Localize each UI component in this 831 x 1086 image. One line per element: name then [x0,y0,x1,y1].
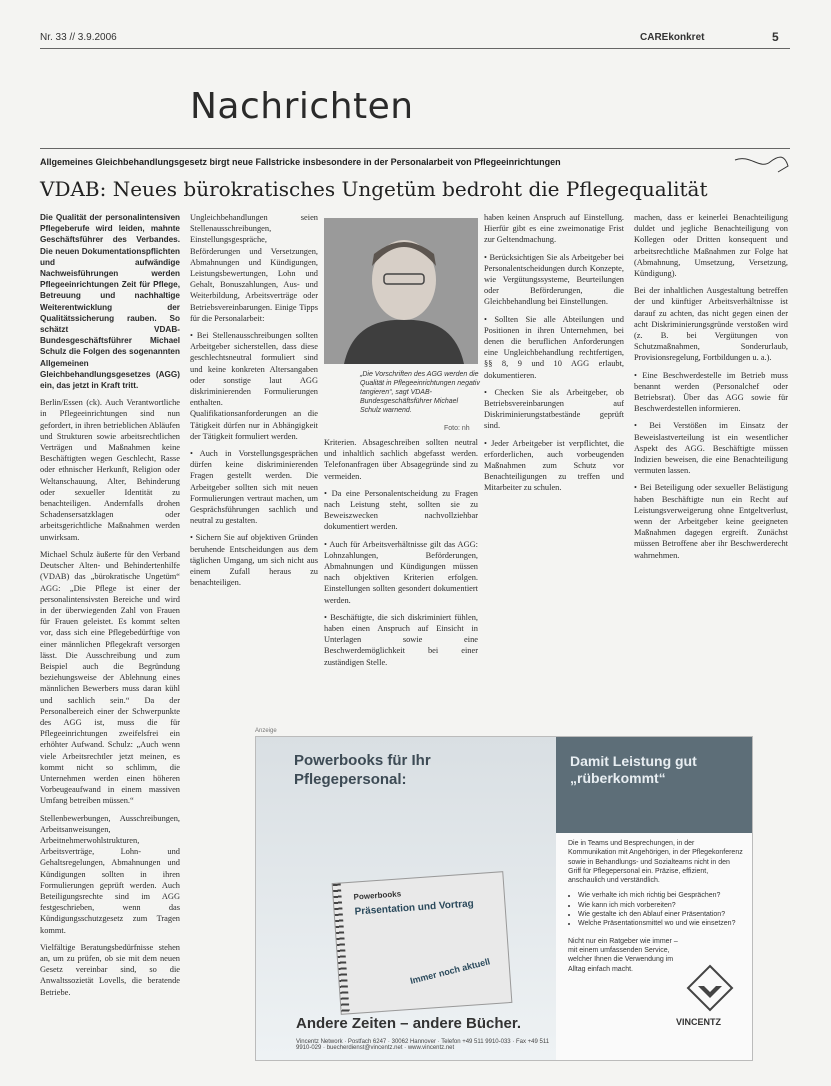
article-headline: VDAB: Neues bürokratisches Ungetüm bedroht die Pflegequalität [40,177,708,201]
ad-label: Anzeige [255,728,277,734]
col4-paragraph: • Checken Sie als Arbeitgeber, ob Betriebsvereinbarungen auf Diskriminierungstatbestände geprüft sind. [484,387,624,431]
ad-left-panel [256,737,556,1060]
article-kicker: Allgemeines Gleichbehandlungsgesetz birgt neue Fallstricke insbesondere in der Personalarbeit von Pflegeeinrichtungen [40,157,561,167]
article-column-4 [484,212,624,722]
publication-name: CAREkonkret [640,32,705,43]
ad-right-text [568,839,744,974]
col1-paragraph: Stellenbewerbungen, Ausschreibungen, Arbeitsanweisungen, Arbeitnehmerwohlstrukturen, Arbeitsverträge, Lohn- und Gehaltsregelungen, Abmahnungen und Kündigungen sollten in ihren Formulierungen geprüft werden. Auch Beteiligungsrechte sind im AGG festgeschrieben, wenn das Kündigungsschutzgesetz zum Tragen kommt. [40,813,180,935]
col4-paragraph: • Berücksichtigen Sie als Arbeitgeber bei Personalentscheidungen durch Konzepte, wie Vergütungssysteme, Beurteilungen oder Beförderungen, die Gleichbehandlung bei Einstellungen. [484,252,624,307]
advertisement[interactable] [255,736,753,1061]
ad-note: Nicht nur ein Ratgeber wie immer – mit einem umfassenden Service, welcher Ihnen die Verwendung im Alltag einfach macht. [568,937,678,973]
col2-paragraph: • Auch in Vorstellungsgesprächen dürfen keine diskriminierenden Fragen gestellt werden. Die Arbeitgeber sollten sich mit neuen Formulierungen vertraut machen, um Gesprächsführungen sachlich und neutral zu gestalten. [190,449,318,526]
ad-bullet: • Wie verhalte ich mich richtig bei Gesprächen? [578,891,744,900]
section-title: Nachrichten [190,86,414,127]
photo-credit: Foto: nh [444,425,470,432]
col5-paragraph: Bei der inhaltlichen Ausgestaltung betreffen der und künftiger Arbeitsverhältnisse ist darauf zu achten, das nicht gegen einen der acht Diskriminierungsgründe verstoßen wird (z. B. bei Vergütungen von Schutzmaßnahmen, Sonderurlaub, Provisionsregelung, Fortbildungen u. a.). [634,286,788,363]
header-rule [40,48,790,49]
book-image [332,871,513,1015]
col5-paragraph: • Bei Beteiligung oder sexueller Belästigung haben Beschäftigte nun ein Recht auf Leistungsverweigerung ohne Entgeltverlust, wenn der Arbeitgeber keine geeigneten Maßnahmen dagegen ergreift. Zunächst müssen Betroffene aber ihr Beschwerderecht wahrnehmen. [634,483,788,560]
ad-right-banner [556,737,752,833]
ad-slogan: Andere Zeiten – andere Bücher. [296,1015,522,1032]
col5-paragraph: • Bei Verstößen im Einsatz der Beweislastverteilung ist ein wesentlicher Aspekt des AGG. Beschäftigte müssen Indizien beweisen, die eine Benachteiligung vermuten lassen. [634,421,788,476]
book-stamp: Immer noch aktuell [409,956,492,986]
article-column-5 [634,212,788,722]
col1-paragraph: Berlin/Essen (ck). Auch Verantwortliche in Pflegeeinrichtungen sind nun gefordert, in ihren betrieblichen Abläufen und Strukturen sowie arbeitsrechtlichen Verträgen und Maßnahmen keine Beschäftigten wegen Geschlecht, Rasse oder ethnischer Herkunft, Religion oder Weltanschauung, Alter, Behinderung oder sexueller Identität zu benachteiligen. Andernfalls drohen Schadensersatzklagen oder arbeitsgerichtliche Maßnahmen werden unwirksam. [40,398,180,542]
vincentz-logo-icon [686,964,734,1012]
ad-bullets [568,891,744,928]
publisher-name: VINCENTZ [676,1017,721,1027]
book-title: Präsentation und Vortrag [354,898,475,918]
issue-info: Nr. 33 // 3.9.2006 [40,32,117,43]
pen-mark-icon [730,152,790,176]
col2-paragraph: Ungleichbehandlungen seien Stellenausschreibungen, Einstellungsgespräche, Beförderungen und Versetzungen, Abmahnungen und Kündigungen, Leistungsbewertungen, Lohn und Gehalt, Bonuszahlungen, Aus- und Weiterbildung, Arbeitsverträge oder Betriebsvereinbarungen. Einige Tipps für die Personalarbeit: [190,213,318,323]
col1-paragraph: Michael Schulz äußerte für den Verband Deutscher Alten- und Behindertenhilfe (VDAB) das „bürokratische Ungetüm“ AGG: „Die Pflege ist einer der personalintensivsten Bereiche und wird in der überwiegenden Zahl von Frauen für Frauen geleistet. Es kommt selten vor, dass sich eine Pflegebedürftige von einer männlichen Pflegekraft versorgen lässt. Die Ausschreibung und zum Beispiel auch die Begründung beziehungsweise der Ablehnung eines männlichen Bewerbers muss daran kühl und sachlich sein.“ Da der Personalbereich einer der Schwerpunkte des AGG ist, muss die für Pflegeeinrichtungen zweifelsfrei ein erhöhter Aufwand. Schulz: „Auch wenn viele Arbeitsrechtler jetzt meinen, es kommt nicht so schlimm, die Unternehmen werden einen höheren Vorbeugeaufwand in einem massiven Umfang betreiben müssen.“ [40,549,180,806]
article-lead: Die Qualität der personalintensiven Pflegeberufe wird leiden, mahnte Geschäftsführer des Verbandes. Die neuen Dokumentationspflichten und aufwändige Nachweisführungen werden Pflegeeinrichtungen Zeit für Pflege, Betreuung und nachhaltige Weiterentwicklung der Qualitätssicherung rauben. So schätzt VDAB-Bundesgeschäftsführer Michael Schulz die Folgen des sogenannten Allgemeinen Gleichbehandlungsgesetzes (AGG) ein, das jetzt in Kraft tritt. [40,213,180,391]
section-rule [40,148,790,149]
ad-body: Die in Teams und Besprechungen, in der Kommunikation mit Angehörigen, in der Pflegekonferenz sowie in Behandlungs- und Sozialteams nicht in den Griff für Pflegepersonal ein. Präzise, effizient, anschaulich und verständlich. [568,840,743,885]
col3-paragraph: • Da eine Personalentscheidung zu Fragen nach Leistung steht, sollten sie zu Beweiszwecken nachvollziehbar dokumentiert werden. [324,488,478,532]
book-subtitle: Powerbooks [353,889,402,902]
col5-paragraph: • Eine Beschwerdestelle im Betrieb muss benannt werden (Personalchef oder Betriebsrat). Über das AGG sowie für Beschwerdestellen informieren. [634,370,788,414]
col2-paragraph: • Sichern Sie auf objektiven Gründen beruhende Entscheidungen aus dem täglichen Umgang, um sich nicht aus einem Zufall heraus zu benachteiligen. [190,533,318,588]
ad-bullet: • Wie kann ich mich vorbereiten? [578,901,744,910]
article-column-2 [190,212,318,722]
col4-paragraph: • Sollten Sie alle Abteilungen und Positionen in ihren Unternehmen, bei denen die beruflichen Anforderungen eine Ungleichbehandlung rechtfertigen, §§ 8, 9 und 10 AGG erlaubt, dokumentieren. [484,314,624,380]
ad-bullet: • Wie gestalte ich den Ablauf einer Präsentation? [578,910,744,919]
ad-title-left: Powerbooks für Ihr Pflegepersonal: [294,752,431,788]
col5-paragraph: machen, dass er keinerlei Benachteiligung duldet und jegliche Benachteiligung von Kollegen oder Dritten konsequent und arbeitsrechtliche Maßnahmen zur Folge hat (Abmahnung, Umsetzung, Versetzung, Kündigung). [634,213,788,279]
page-number: 5 [772,30,779,44]
article-column-3 [324,437,478,723]
ad-title-right: Damit Leistung gut „rüberkommt“ [570,753,697,786]
ad-footer: Vincentz Network · Postfach 6247 · 30062 Hannover · Telefon +49 511 9910-033 · Fax +49 511 9910-029 · buecherdienst@vincentz.net · www.vincentz.net [296,1039,550,1051]
col2-paragraph: • Bei Stellenausschreibungen sollten Arbeitgeber sicherstellen, dass diese geschlechtsneutral formuliert sind und keine konkreten Altersangaben oder sonstige laut AGG diskriminierenden Formulierungen enthalten. Qualifikationsanforderungen an die Tätigkeit dürfen nur in Abhängigkeit der Tätigkeit formuliert werden. [190,331,318,441]
ad-bullet: • Welche Präsentationsmittel wo und wie einsetzen? [578,919,744,928]
col1-paragraph: Vielfältige Beratungsbedürfnisse stehen an, um zu prüfen, ob sie mit dem neuen Gesetz vereinbar sind, so die Anwaltssozietät Lovells, die beratende Betriebe. [40,942,180,997]
col3-paragraph: • Auch für Arbeitsverhältnisse gilt das AGG: Lohnzahlungen, Beförderungen, Abmahnungen und Kündigungen müssen nach objektiven Kriterien erfolgen. Einstellungen sollten gesondert dokumentiert werden. [324,539,478,605]
col4-paragraph: haben keinen Anspruch auf Einstellung. Hierfür gibt es eine zweimonatige Frist zur Geltendmachung. [484,213,624,245]
article-column-1 [40,212,180,1012]
photo-caption: „Die Vorschriften des AGG werden die Qualität in Pflegeeinrichtungen negativ tangieren“, sagt VDAB-Bundesgeschäftsführer Michael Schulz warnend. [360,371,480,414]
col4-paragraph: • Jeder Arbeitgeber ist verpflichtet, die erforderlichen, auch vorbeugenden Maßnahmen zum Schutz vor Benachteiligungen zu treffen und Mitarbeiter zu schulen. [484,438,624,493]
col3-paragraph: Kriterien. Absageschreiben sollten neutral und inhaltlich sachlich abgefasst werden. Telefonanfragen über Absagegründe sind zu vermeiden. [324,438,478,481]
col3-paragraph: • Beschäftigte, die sich diskriminiert fühlen, haben einen Anspruch auf Einsicht in Unterlagen sowie eine Beschwerdemöglichkeit bei einer zuständigen Stelle. [324,612,478,667]
portrait-photo [324,218,478,364]
